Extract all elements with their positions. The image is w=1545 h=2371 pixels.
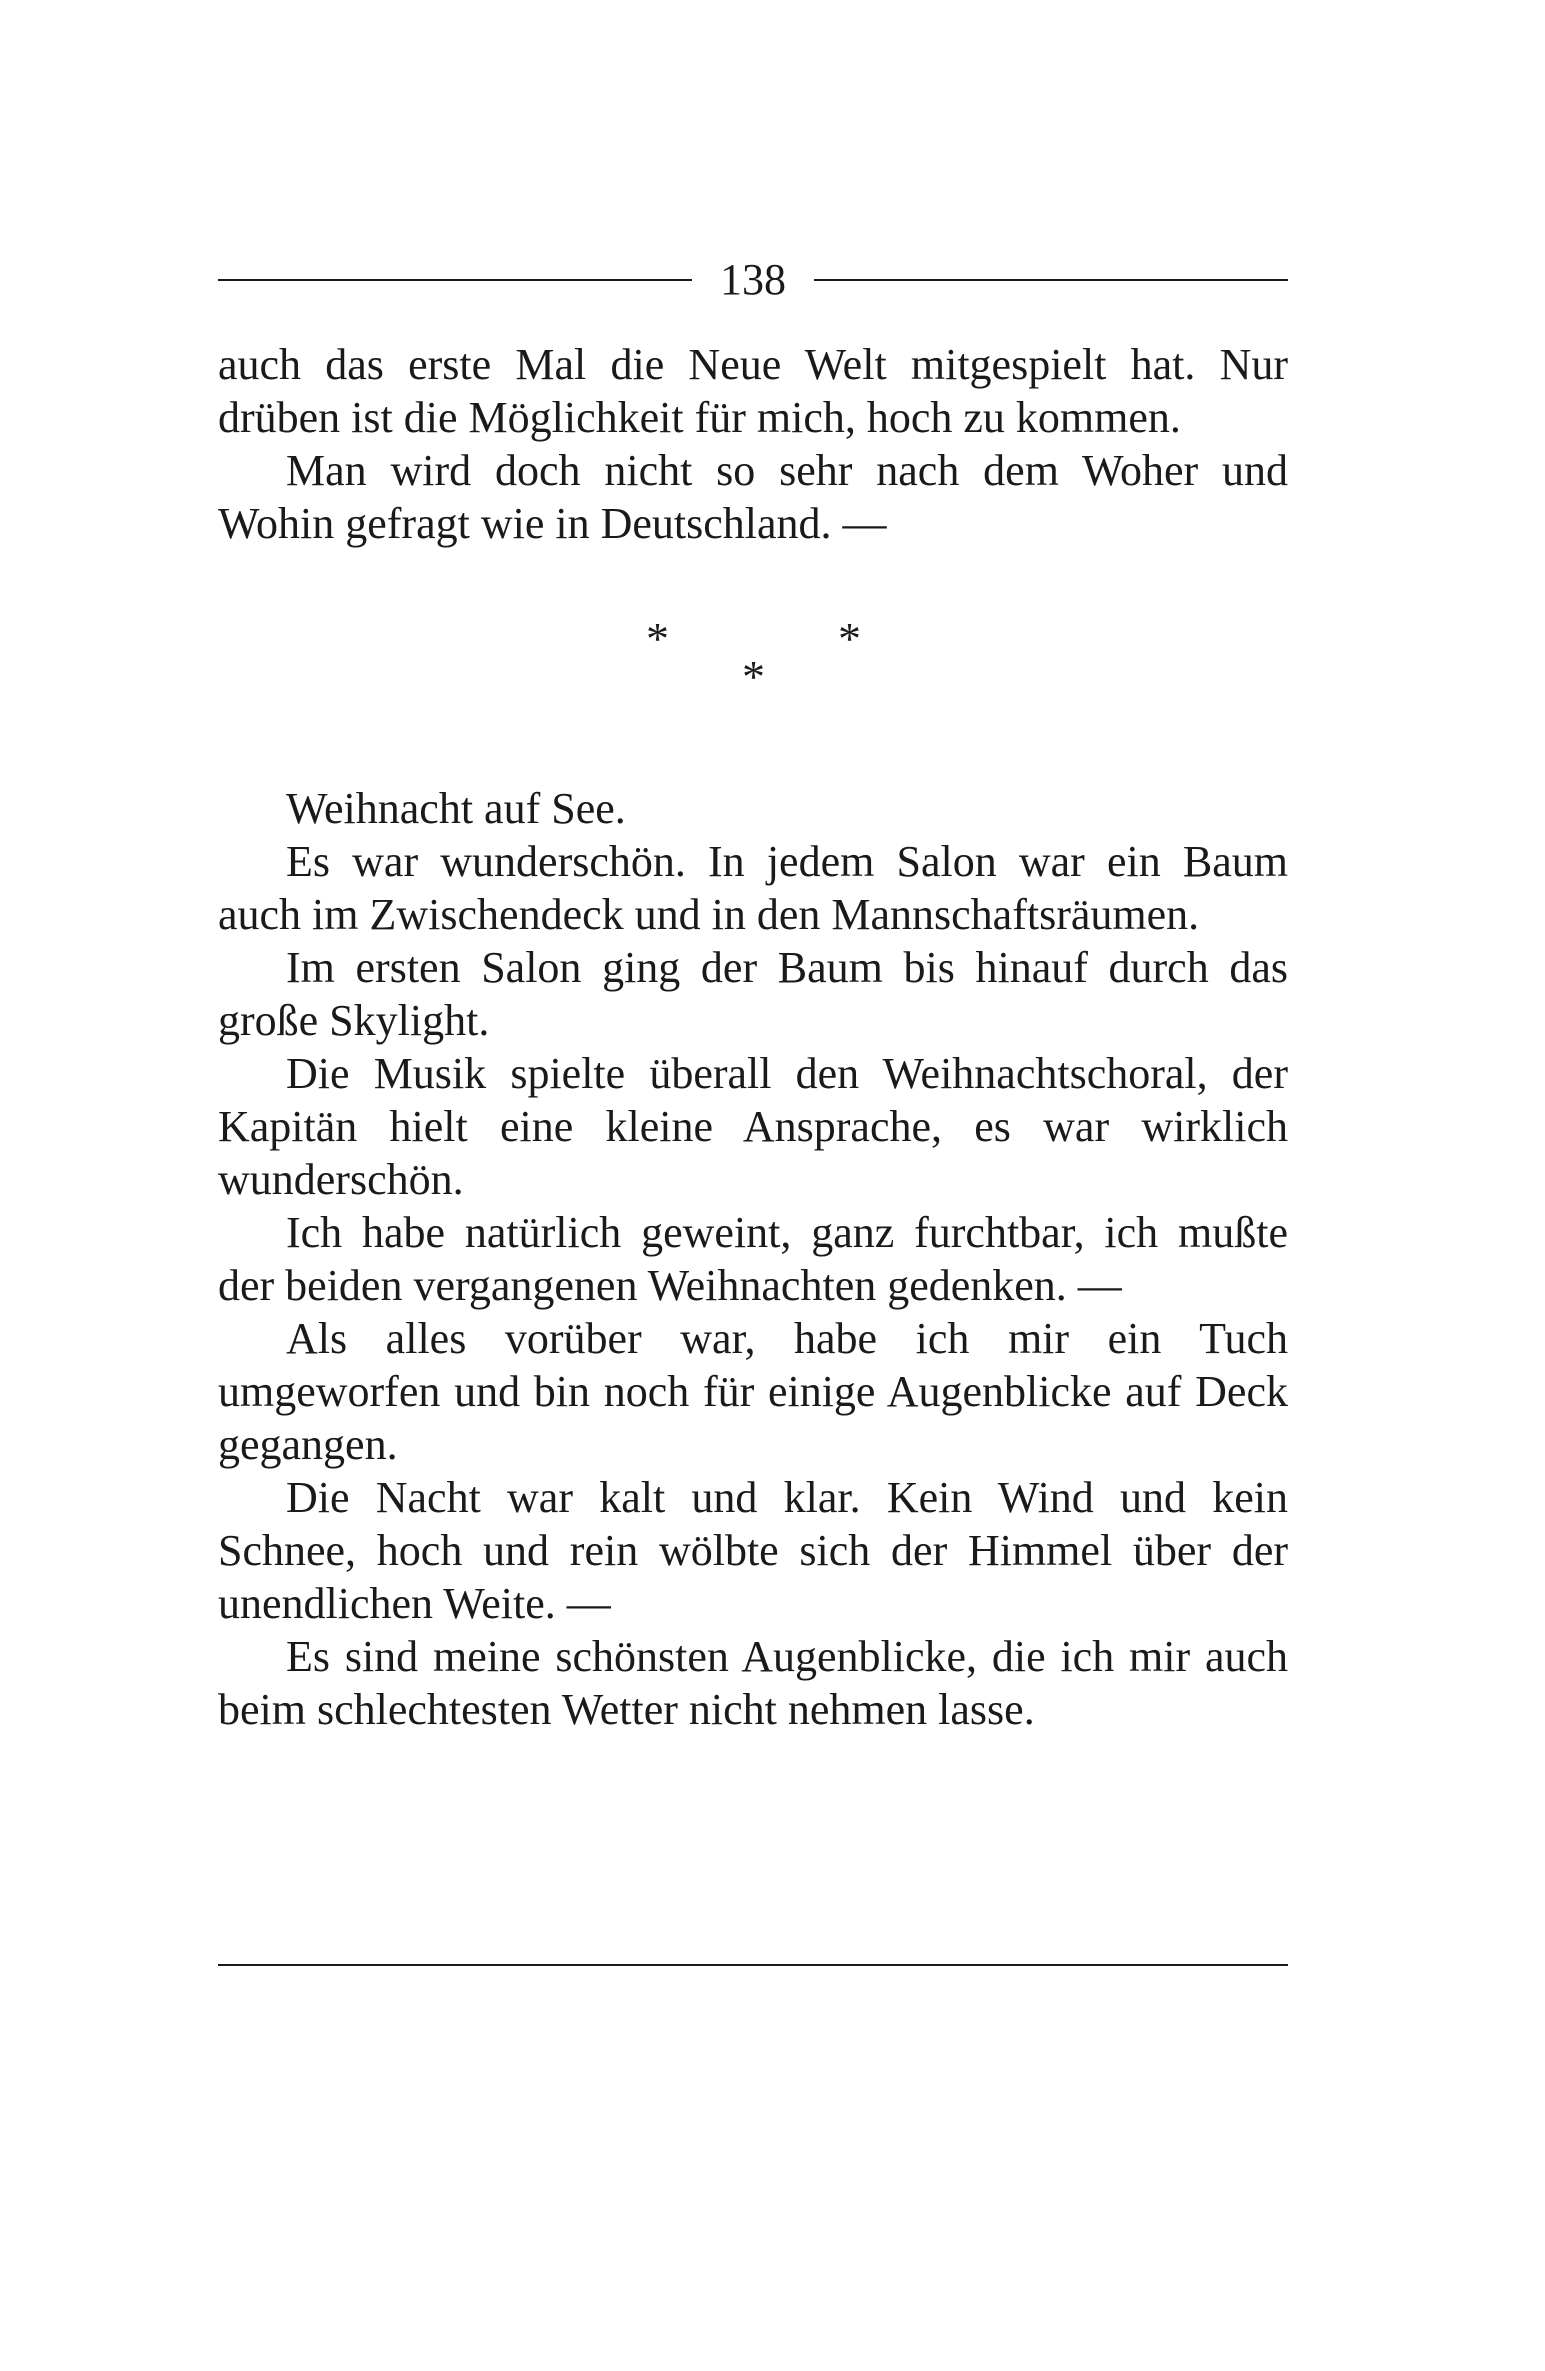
- book-page: [218, 250, 1288, 1736]
- section-heading: Weihnacht auf See.: [286, 784, 626, 833]
- paragraph: auch das erste Mal die Neue Welt mitgespielt hat. Nur drüben ist die Möglichkeit für mich, hoch zu kommen.: [218, 340, 1288, 442]
- page-number: 138: [720, 255, 786, 304]
- paragraph: Ich habe natürlich geweint, ganz furchtbar, ich mußte der beiden vergangenen Weihnachten gedenken. —: [218, 1208, 1288, 1310]
- body-text: [218, 338, 1288, 1736]
- paragraph: Man wird doch nicht so sehr nach dem Woher und Wohin gefragt wie in Deutschland. —: [218, 446, 1288, 548]
- footer-rule: [218, 1964, 1288, 1966]
- paragraph: Die Nacht war kalt und klar. Kein Wind und kein Schnee, hoch und rein wölbte sich der Himmel über der unendlichen Weite. —: [218, 1473, 1288, 1628]
- paragraph: Die Musik spielte überall den Weihnachtschoral, der Kapitän hielt eine kleine Ansprache, es war wirklich wunderschön.: [218, 1049, 1288, 1204]
- paragraph: Es sind meine schönsten Augenblicke, die ich mir auch beim schlechtesten Wetter nicht nehmen lasse.: [218, 1632, 1288, 1734]
- asterisk: *: [838, 613, 861, 664]
- asterisk: *: [646, 613, 669, 664]
- paragraph: Im ersten Salon ging der Baum bis hinauf durch das große Skylight.: [218, 943, 1288, 1045]
- header-rule-right: [814, 279, 1288, 281]
- paragraph: Es war wunderschön. In jedem Salon war ein Baum auch im Zwischendeck und in den Mannschaftsräumen.: [218, 837, 1288, 939]
- asterisk: *: [742, 651, 765, 702]
- paragraph: Als alles vorüber war, habe ich mir ein Tuch umgeworfen und bin noch für einige Augenblicke auf Deck gegangen.: [218, 1314, 1288, 1469]
- section-break-asterism: [218, 598, 1288, 738]
- header-rule-left: [218, 279, 692, 281]
- page-header: [218, 250, 1288, 310]
